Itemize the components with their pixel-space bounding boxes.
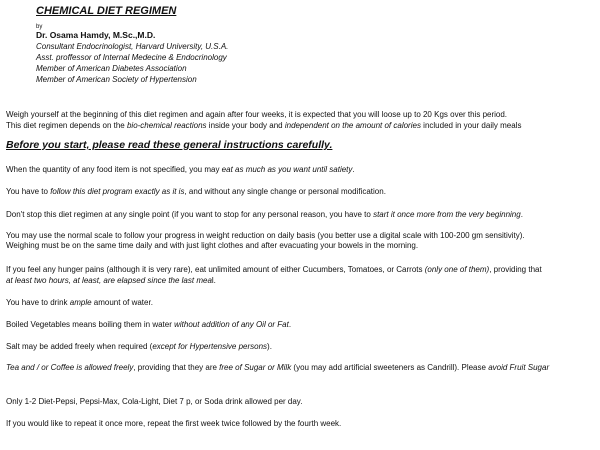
page-title: CHEMICAL DIET REGIMEN bbox=[36, 5, 177, 17]
rule-item: Only 1-2 Diet-Pepsi, Pepsi-Max, Cola-Light, Diet 7 p, or Soda drink allowed per day. bbox=[6, 397, 303, 406]
rule-item: Tea and / or Coffee is allowed freely, providing that they are free of Sugar or Milk (you may add artificial sweeteners as Candrill). Please avoid Fruit Sugar bbox=[6, 363, 550, 372]
rule-item-continued: Weighing must be on the same time daily and with just light clothes and after evacuating your bowels in the morning. bbox=[6, 241, 419, 250]
rule-item: If you would like to repeat it once more, repeat the first week twice followed by the fourth week. bbox=[6, 419, 342, 428]
rule-item: You have to drink ample amount of water. bbox=[6, 298, 153, 307]
rule-item: You may use the normal scale to follow your progress in weight reduction on daily basis (you better use a digital scale with 100-200 gm sensitivity). bbox=[6, 231, 525, 240]
credential-line: Consultant Endocrinologist, Harvard University, U.S.A. bbox=[36, 42, 229, 51]
intro-line-1: Weigh yourself at the beginning of this diet regimen and again after four weeks, it is expected that you will loose up to 20 Kgs over this period. bbox=[6, 110, 508, 119]
credential-line: Asst. proffessor of Internal Medecine & Endocrinology bbox=[36, 53, 227, 62]
by-label: by bbox=[36, 24, 43, 30]
rule-item: You have to follow this diet program exactly as it is, and without any single change or personal modification. bbox=[6, 187, 386, 196]
instructions-heading: Before you start, please read these general instructions carefully. bbox=[6, 139, 333, 151]
author-name: Dr. Osama Hamdy, M.Sc.,M.D. bbox=[36, 30, 156, 40]
credential-line: Member of American Diabetes Association bbox=[36, 64, 187, 73]
intro-line-2: This diet regimen depends on the bio-chemical reactions inside your body and independent on the amount of calories included in your daily meals bbox=[6, 121, 522, 130]
rule-item: Don't stop this diet regimen at any single point (if you want to stop for any personal reason, you have to start it once more from the very beginning. bbox=[6, 210, 523, 219]
rule-item: If you feel any hunger pains (although it is very rare), eat unlimited amount of either Cucumbers, Tomatoes, or Carrots (only one of them), providing that bbox=[6, 265, 542, 274]
rule-item: Salt may be added freely when required (except for Hypertensive persons). bbox=[6, 342, 272, 351]
rule-item: When the quantity of any food item is not specified, you may eat as much as you want until satiety. bbox=[6, 165, 355, 174]
credential-line: Member of American Society of Hypertension bbox=[36, 75, 197, 84]
rule-item-continued: at least two hours, at least, are elapsed since the last meal. bbox=[6, 276, 216, 285]
rule-item: Boiled Vegetables means boiling them in water without addition of any Oil or Fat. bbox=[6, 320, 292, 329]
